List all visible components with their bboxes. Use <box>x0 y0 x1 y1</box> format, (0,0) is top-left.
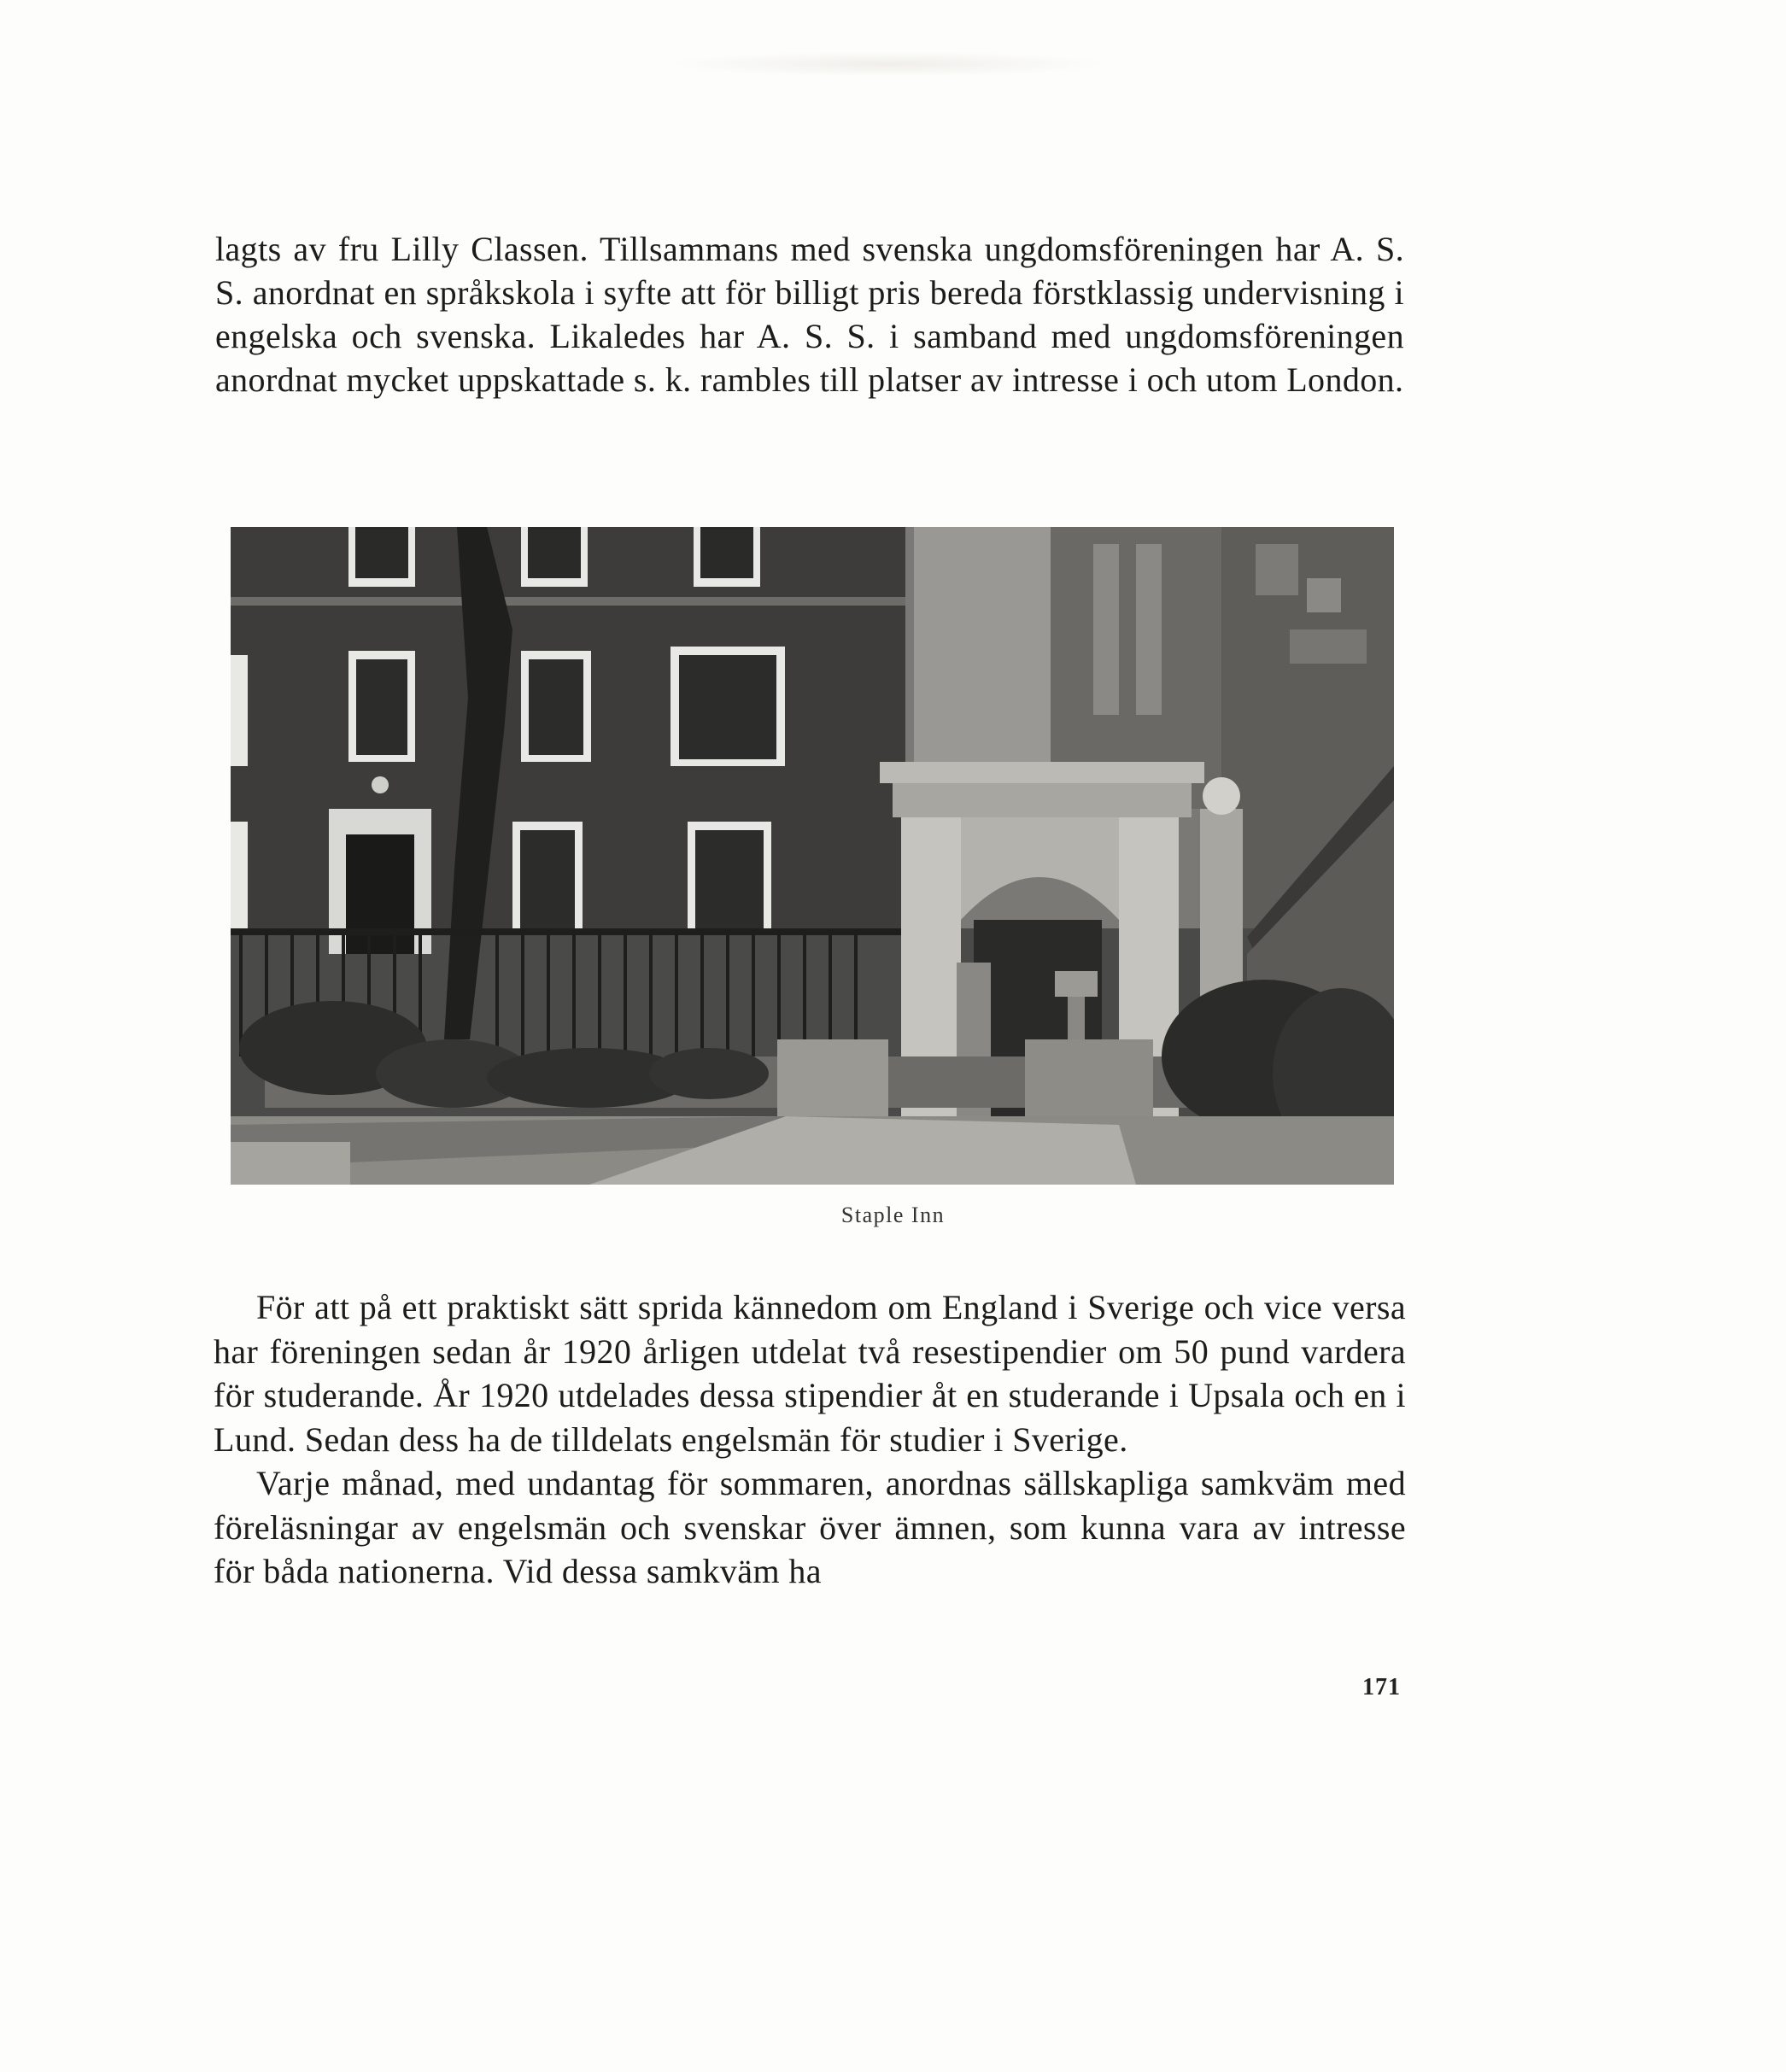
staple-inn-photograph <box>231 527 1394 1185</box>
paragraph: lagts av fru Lilly Classen. Tillsammans med svenska ungdomsföreningen har A. S. S. anordnat en språkskola i syfte att för billigt pris bereda förstklassig undervisning i engelska och svenska. Likaledes har A. S. S. i samband med ungdomsföreningen anordnat mycket uppskattade s. k. rambles till platser av intresse i och utom London. <box>215 230 1404 399</box>
page-smudge <box>666 51 1110 77</box>
top-paragraph-block <box>215 227 1404 401</box>
bottom-paragraph-block <box>214 1285 1406 1594</box>
page-number: 171 <box>1362 1674 1401 1700</box>
paragraph: Varje månad, med undantag för sommaren, anordnas sällskapliga samkväm med föreläsningar av engelsmän och svenskar över ämnen, som kunna vara av intresse för båda nationerna. Vid dessa samkväm ha <box>214 1464 1406 1590</box>
paragraph: För att på ett praktiskt sätt sprida kännedom om England i Sverige och vice versa har föreningen sedan år 1920 årligen utdelat två resestipendier om 50 pund vardera för studerande. År 1920 utdelades dessa stipendier åt en studerande i Upsala och en i Lund. Sedan dess ha de tilldelats engelsmän för studier i Sverige. <box>214 1288 1406 1459</box>
figure-caption: Staple Inn <box>840 1203 946 1227</box>
